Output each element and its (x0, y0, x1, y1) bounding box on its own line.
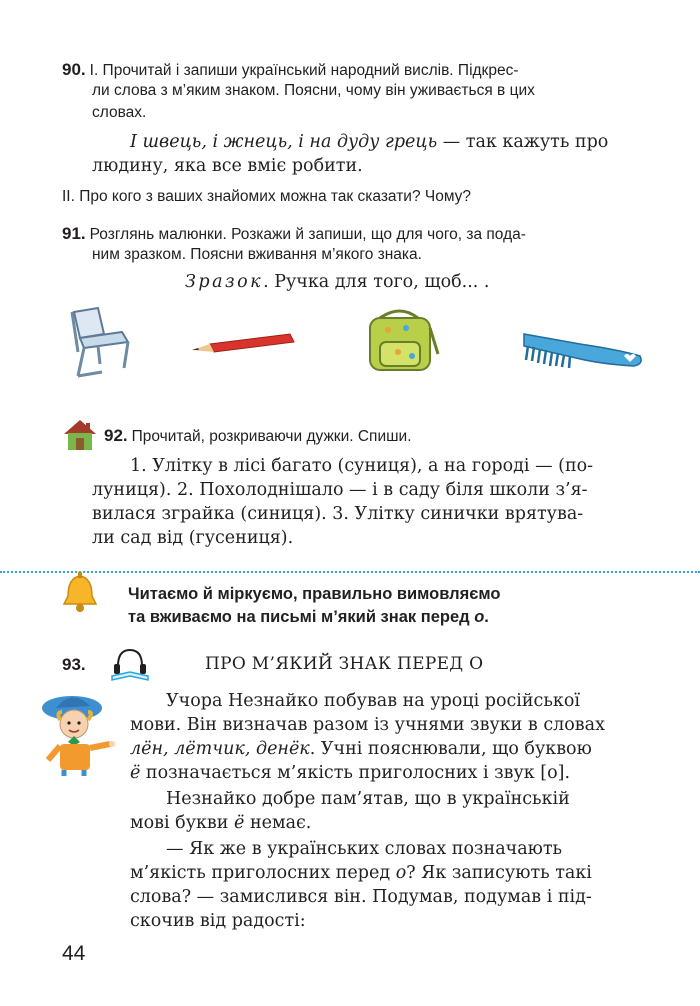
backpack-icon (360, 308, 440, 378)
story-title: ПРО М’ЯКИЙ ЗНАК ПЕРЕД О (205, 654, 484, 674)
task-text: словах. (92, 104, 147, 121)
audio-book-icon (108, 646, 152, 682)
section-divider (0, 571, 700, 573)
exercise-number: 92. (104, 426, 128, 445)
story-line: ё позначається м’якість приголосних і звук [о]. (130, 763, 571, 783)
chair-icon (64, 306, 136, 380)
text-line: 1. Улітку в лісі багато (суниця), а на городі — (по- (130, 456, 594, 476)
page-number: 44 (62, 942, 86, 965)
task-text: Прочитай, розкриваючи дужки. Спиши. (131, 428, 412, 445)
story-line: лён, лётчик, денёк. Учні пояснювали, що буквою (130, 739, 592, 759)
rule-line: Читаємо й міркуємо, правильно вимовляємо (128, 585, 501, 603)
proverb-line: людину, яка все вміє робити. (92, 156, 363, 176)
house-icon (62, 418, 98, 452)
story-line: мови. Він визначав разом із учнями звуки в словах (130, 715, 605, 735)
rule-line: та вживаємо на письмі м’який знак перед о. (128, 608, 489, 626)
story-line: м’якість приголосних перед о? Як записують такі (130, 863, 592, 883)
task-text: І. Прочитай і запиши український народний вислів. Підкрес- (89, 62, 519, 79)
text-line: ли сад від (гусениця). (92, 528, 294, 548)
comb-icon (520, 320, 648, 372)
task-part-2: ІІ. Про кого з ваших знайомих можна так сказати? Чому? (62, 188, 472, 205)
text-line: луниця). 2. Похолоднішало — і в саду біля школи з’я- (92, 480, 588, 500)
story-line: мові букви ё немає. (130, 813, 312, 833)
bell-icon (60, 570, 100, 616)
story-line: Учора Незнайко побував на уроці російської (166, 691, 580, 711)
exercise-number: 91. (62, 224, 86, 243)
task-text: ли слова з м’яким знаком. Поясни, чому він уживається в цих (92, 82, 535, 99)
story-line: слова? — замислився він. Подумав, подумав і під- (130, 887, 592, 907)
task-text: Розглянь малюнки. Розкажи й запиши, що для чого, за пода- (89, 226, 526, 243)
neznaiko-icon (38, 690, 120, 776)
story-line: скочив від радості: (130, 911, 306, 931)
exercise-number: 93. (62, 655, 86, 674)
sample-label: Зразок (185, 272, 264, 292)
proverb: І швець, і жнець, і на дуду грець — так кажуть про (130, 132, 609, 152)
exercise-number: 90. (62, 60, 86, 79)
text-line: вилася зграйка (синиця). 3. Улітку синички врятува- (92, 504, 584, 524)
story-line: — Як же в українських словах позначають (166, 839, 563, 859)
task-text: ним зразком. Поясни вживання м’якого знака. (92, 246, 422, 263)
sample-line: Зразок. Ручка для того, щоб... . (185, 272, 490, 292)
pencil-icon (190, 330, 298, 358)
story-line: Незнайко добре пам’ятав, що в українській (166, 789, 570, 809)
